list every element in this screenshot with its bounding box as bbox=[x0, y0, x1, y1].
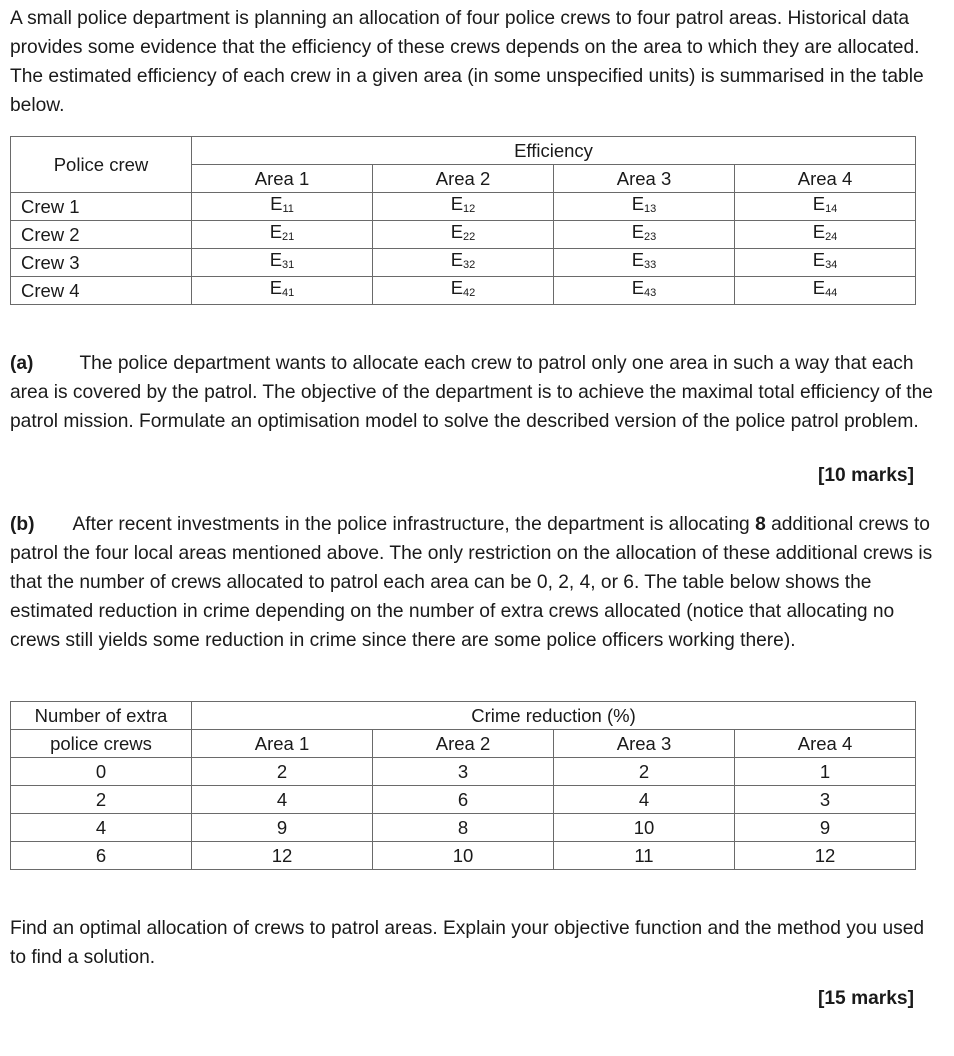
table-row bbox=[11, 277, 916, 305]
table2-area-header: Area 2 bbox=[373, 730, 554, 758]
reduction-cell: 12 bbox=[735, 842, 916, 870]
closing-paragraph: Find an optimal allocation of crews to patrol areas. Explain your objective function and the method you used to find a solution. bbox=[10, 918, 925, 968]
reduction-cell: 3 bbox=[735, 786, 916, 814]
reduction-cell: 9 bbox=[192, 814, 373, 842]
crew-label: Crew 4 bbox=[11, 277, 192, 305]
table2-area-header: Area 1 bbox=[192, 730, 373, 758]
efficiency-cell: $E_{13}$ bbox=[554, 193, 735, 221]
efficiency-cell: $E_{12}$ bbox=[373, 193, 554, 221]
reduction-cell: 8 bbox=[373, 814, 554, 842]
table-row bbox=[11, 842, 916, 870]
reduction-cell: 10 bbox=[373, 842, 554, 870]
crime-reduction-table bbox=[10, 701, 916, 870]
efficiency-cell: $E_{42}$ bbox=[373, 277, 554, 305]
crew-label: Crew 3 bbox=[11, 249, 192, 277]
table-row bbox=[11, 786, 916, 814]
part-a-marks: [10 marks] bbox=[818, 465, 914, 486]
reduction-cell: 4 bbox=[192, 786, 373, 814]
crew-label: Crew 2 bbox=[11, 221, 192, 249]
efficiency-cell: $E_{11}$ bbox=[192, 193, 373, 221]
closing-marks: [15 marks] bbox=[818, 988, 914, 1009]
efficiency-cell: $E_{24}$ bbox=[735, 221, 916, 249]
table2-corner-header-line1: Number of extra bbox=[11, 702, 192, 730]
table-row bbox=[11, 249, 916, 277]
efficiency-cell: $E_{41}$ bbox=[192, 277, 373, 305]
table1-area-header: Area 1 bbox=[192, 165, 373, 193]
extra-crews-value: 0 bbox=[11, 758, 192, 786]
reduction-cell: 9 bbox=[735, 814, 916, 842]
crew-label: Crew 1 bbox=[11, 193, 192, 221]
efficiency-cell: $E_{33}$ bbox=[554, 249, 735, 277]
reduction-cell: 11 bbox=[554, 842, 735, 870]
table1-corner-header: Police crew bbox=[11, 137, 192, 193]
efficiency-cell: $E_{22}$ bbox=[373, 221, 554, 249]
extra-crews-value: 2 bbox=[11, 786, 192, 814]
reduction-cell: 2 bbox=[554, 758, 735, 786]
reduction-cell: 12 bbox=[192, 842, 373, 870]
reduction-cell: 6 bbox=[373, 786, 554, 814]
reduction-cell: 10 bbox=[554, 814, 735, 842]
table-row bbox=[11, 221, 916, 249]
reduction-cell: 1 bbox=[735, 758, 916, 786]
table2-group-header: Crime reduction (%) bbox=[192, 702, 916, 730]
part-b-paragraph: (b) After recent investments in the police infrastructure, the department is allocating 8 additional crews to patrol the four local areas mentioned above. The only restriction on the allocation of these additional crews is that the number of crews allocated to patrol each area can be 0, 2, 4, or 6. The table below shows the estimated reduction in crime depending on the number of extra crews allocated (notice that allocating no crews still yields some reduction in crime since there are some police officers working there). bbox=[10, 514, 933, 651]
table2-corner-header-line2: police crews bbox=[11, 730, 192, 758]
table-row bbox=[11, 758, 916, 786]
table-row bbox=[11, 814, 916, 842]
efficiency-cell: $E_{43}$ bbox=[554, 277, 735, 305]
efficiency-cell: $E_{21}$ bbox=[192, 221, 373, 249]
efficiency-cell: $E_{23}$ bbox=[554, 221, 735, 249]
intro-paragraph: A small police department is planning an allocation of four police crews to four patrol areas. Historical data provides some evidence that the efficiency of these crews depends on the area to which they are allocated. The estimated efficiency of each crew in a given area (in some unspecified units) is summarised in the table below. bbox=[10, 8, 924, 116]
reduction-cell: 2 bbox=[192, 758, 373, 786]
extra-crews-value: 4 bbox=[11, 814, 192, 842]
table1-area-header: Area 4 bbox=[735, 165, 916, 193]
reduction-cell: 3 bbox=[373, 758, 554, 786]
reduction-cell: 4 bbox=[554, 786, 735, 814]
extra-crews-value: 6 bbox=[11, 842, 192, 870]
table2-area-header: Area 4 bbox=[735, 730, 916, 758]
efficiency-cell: $E_{14}$ bbox=[735, 193, 916, 221]
table1-group-header: Efficiency bbox=[192, 137, 916, 165]
table2-area-header: Area 3 bbox=[554, 730, 735, 758]
part-a-label: (a) bbox=[10, 353, 34, 374]
part-a-text: The police department wants to allocate each crew to patrol only one area in such a way that each area is covered by the patrol. The objective of the department is to achieve the maximal total efficiency of the patrol mission. Formulate an optimisation model to solve the described version of the police patrol problem. bbox=[10, 353, 933, 432]
additional-crews-number: 8 bbox=[755, 514, 766, 535]
table1-area-header: Area 2 bbox=[373, 165, 554, 193]
efficiency-cell: $E_{44}$ bbox=[735, 277, 916, 305]
efficiency-table bbox=[10, 136, 916, 305]
efficiency-cell: $E_{31}$ bbox=[192, 249, 373, 277]
part-a-paragraph bbox=[10, 349, 940, 436]
table1-area-header: Area 3 bbox=[554, 165, 735, 193]
efficiency-cell: $E_{32}$ bbox=[373, 249, 554, 277]
part-b-label: (b) bbox=[10, 514, 35, 535]
table-row bbox=[11, 193, 916, 221]
efficiency-cell: $E_{34}$ bbox=[735, 249, 916, 277]
